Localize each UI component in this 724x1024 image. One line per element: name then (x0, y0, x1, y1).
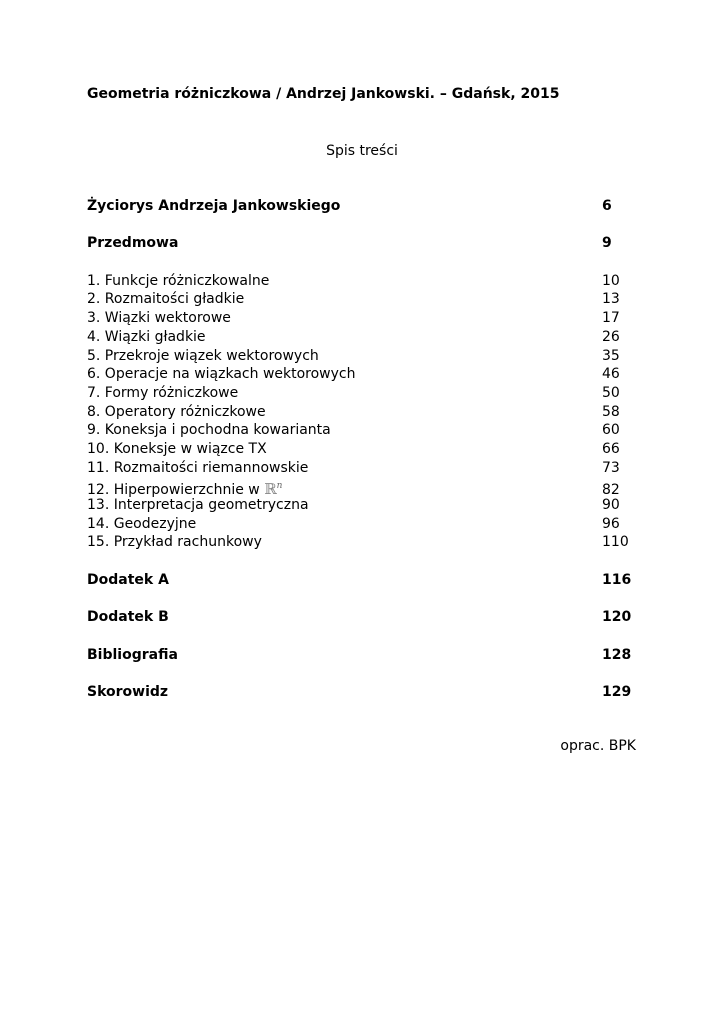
toc-entry-label: Przedmowa (87, 235, 179, 252)
toc-entry-label: Dodatek B (87, 609, 169, 626)
toc-entry-label: 6. Operacje na wiązkach wektorowych (87, 366, 356, 383)
compiler-note: oprac. BPK (560, 738, 636, 754)
toc-entry-page: 66 (602, 440, 620, 457)
toc-entry-page: 17 (602, 310, 620, 327)
toc-entry-page: 46 (602, 366, 620, 383)
toc-entry-label: 15. Przykład rachunkowy (87, 534, 262, 551)
toc-entry-page: 96 (602, 515, 620, 532)
toc-entry-label: 4. Wiązki gładkie (87, 328, 206, 345)
toc-entry-chapter (87, 477, 632, 499)
toc-entry-chapter (87, 533, 632, 552)
toc-entry-chapter (87, 459, 632, 478)
toc-entry-page: 35 (602, 347, 620, 364)
toc-entry-bibliography (87, 646, 632, 665)
math-superscript: n (276, 481, 283, 492)
toc-entry-label: 9. Koneksja i pochodna kowarianta (87, 422, 331, 439)
toc-entry-page: 120 (602, 609, 632, 626)
toc-entry-page: 116 (602, 571, 632, 588)
toc-entry-page: 128 (602, 646, 632, 663)
toc-entry-label: Bibliografia (87, 646, 178, 663)
toc-entry-chapter (87, 403, 632, 422)
toc-entry-chapter (87, 440, 632, 459)
toc-entry-label: Życiorys Andrzeja Jankowskiego (87, 198, 341, 214)
toc-entry-page: 50 (602, 384, 620, 401)
toc-entry-label: 8. Operatory różniczkowe (87, 403, 266, 420)
toc-entry-chapter (87, 384, 632, 403)
toc-entry-chapter (87, 272, 632, 291)
toc-entry-label: 11. Rozmaitości riemannowskie (87, 459, 309, 476)
toc-entry-label: 5. Przekroje wiązek wektorowych (87, 347, 319, 364)
toc-entry-chapter (87, 347, 632, 366)
toc-entry-label: 12. Hiperpowierzchnie w (87, 482, 260, 499)
toc-entry-chapter (87, 290, 632, 309)
toc-entry-appendix-b (87, 608, 632, 627)
toc-entry-page: 73 (602, 459, 620, 476)
toc-entry-page: 26 (602, 328, 620, 345)
toc-entry-page: 6 (602, 198, 612, 214)
toc-entry-chapter (87, 309, 632, 328)
toc-entry-chapter (87, 328, 632, 347)
toc-entry-page: 10 (602, 272, 620, 289)
toc-entry-label: 1. Funkcje różniczkowalne (87, 272, 270, 289)
toc-entry-label: Dodatek A (87, 571, 169, 588)
toc-entry-label: 7. Formy różniczkowe (87, 384, 239, 401)
math-symbol: ℝ (264, 480, 277, 499)
toc-entry-chapter (87, 421, 632, 440)
toc-heading: Spis treści (326, 143, 398, 159)
toc-entry-page: 58 (602, 403, 620, 420)
toc-entry-label: 13. Interpretacja geometryczna (87, 497, 309, 513)
toc-entry-appendix-a (87, 571, 632, 590)
document-title: Geometria różniczkowa / Andrzej Jankowski. – Gdańsk, 2015 (87, 86, 560, 102)
toc-entry-page: 129 (602, 683, 632, 700)
toc-entry-page: 90 (602, 497, 620, 513)
toc-entry-label: 10. Koneksje w wiązce TX (87, 440, 267, 457)
toc-entry-label: 2. Rozmaitości gładkie (87, 291, 245, 308)
toc-entry-chapter (87, 496, 632, 515)
toc-entry-index (87, 683, 632, 702)
toc-entry-chapter (87, 515, 632, 534)
toc-entry-label: 14. Geodezyjne (87, 515, 197, 532)
toc-entry-label: 3. Wiązki wektorowe (87, 310, 231, 327)
toc-entry-biography (87, 197, 632, 216)
table-of-contents (87, 197, 632, 702)
toc-entry-label: Skorowidz (87, 683, 169, 700)
toc-entry-page: 82 (602, 482, 620, 499)
toc-entry-preface (87, 234, 632, 253)
toc-entry-page: 60 (602, 422, 620, 439)
toc-entry-page: 9 (602, 235, 612, 252)
toc-entry-chapter (87, 365, 632, 384)
toc-entry-page: 13 (602, 291, 620, 308)
toc-entry-page: 110 (602, 534, 629, 551)
